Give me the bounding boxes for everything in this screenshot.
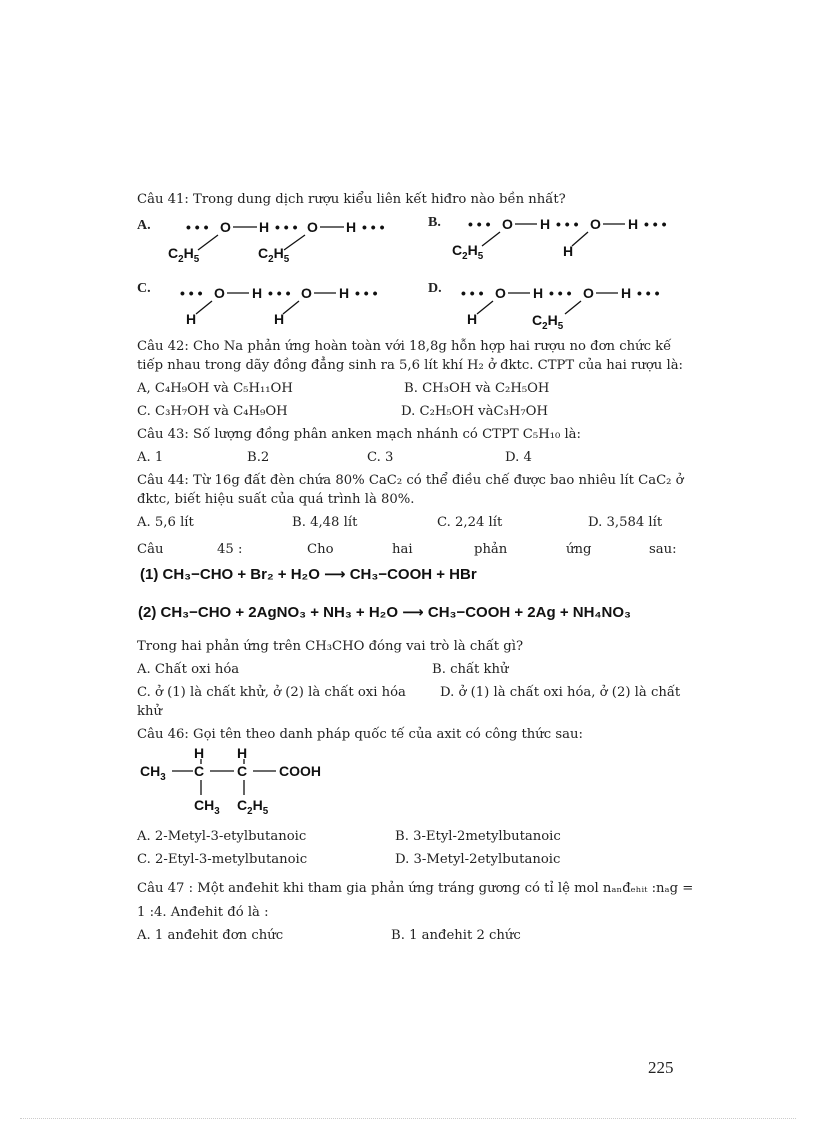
svg-text:• • •: • • •	[362, 219, 385, 235]
q45-stem-word-6: ứng	[566, 542, 592, 557]
svg-text:O: O	[301, 285, 312, 301]
svg-text:O: O	[590, 216, 601, 232]
svg-text:H: H	[628, 216, 639, 232]
q46-option-d: D. 3-Metyl-2etylbutanoic	[395, 852, 561, 867]
svg-text:• • •: • • •	[186, 219, 209, 235]
q42-option-a: A, C₄H₉OH và C₅H₁₁OH	[137, 381, 293, 396]
page-bottom-divider	[20, 1118, 796, 1119]
q46-c2h5-branch: $C_2H_5$	[237, 797, 269, 817]
svg-text:• • •: • • •	[637, 285, 660, 301]
q42-stem-line1: Câu 42: Cho Na phản ứng hoàn toàn với 18,8g hỗn hợp hai rượu no đơn chức kế	[137, 339, 672, 354]
q44-option-c: C. 2,24 lít	[437, 515, 503, 530]
svg-text:H: H	[339, 285, 350, 301]
q41-a-substituent-2: $C_2H_5$	[258, 245, 290, 265]
q44-option-a: A. 5,6 lít	[137, 515, 194, 530]
svg-text:H: H	[252, 285, 263, 301]
q43-stem: Câu 43: Số lượng đồng phân anken mạch nhánh có CTPT C₅H₁₀ là:	[137, 427, 581, 442]
svg-text:O: O	[214, 285, 225, 301]
svg-text:O: O	[502, 216, 513, 232]
svg-text:H: H	[621, 285, 632, 301]
q46-cooh-group: COOH	[279, 763, 321, 779]
q45-option-a: A. Chất oxi hóa	[137, 662, 240, 677]
q43-option-d: D. 4	[505, 450, 532, 465]
svg-text:H: H	[467, 311, 478, 327]
svg-text:• • •: • • •	[275, 219, 298, 235]
svg-text:H: H	[540, 216, 551, 232]
q45-option-c: C. ở (1) là chất khử, ở (2) là chất oxi hóa	[137, 685, 406, 700]
q45-stem-word-5: phản	[474, 542, 508, 557]
svg-text:O: O	[307, 219, 318, 235]
q45-option-d-line2: khử	[137, 704, 162, 719]
q45-stem-word-3: Cho	[307, 542, 334, 557]
q43-option-a: A. 1	[137, 450, 164, 465]
q45-option-b: B. chất khử	[432, 662, 509, 677]
q45-stem-word-2: 45 :	[217, 542, 243, 557]
svg-text:O: O	[220, 219, 231, 235]
q43-option-c: C. 3	[367, 450, 394, 465]
q45-stem-word-4: hai	[392, 542, 413, 557]
svg-text:• • •: • • •	[355, 285, 378, 301]
page-number: 225	[648, 1058, 674, 1077]
svg-text:H: H	[563, 243, 574, 259]
q45-stem-word-1: Câu	[137, 542, 164, 557]
q41-option-b-label: B.	[428, 215, 441, 230]
q46-h-atom-2: H	[237, 745, 248, 761]
q44-option-b: B. 4,48 lít	[292, 515, 358, 530]
q41-option-a-label: A.	[137, 218, 151, 233]
q47-stem-line1: Câu 47 : Một anđehit khi tham gia phản ứng tráng gương có tỉ lệ mol nₐₙđₑₕᵢₜ :nₐg =	[137, 881, 694, 896]
svg-text:• • •: • • •	[468, 216, 491, 232]
q42-stem-line2: tiếp nhau trong dãy đồng đẳng sinh ra 5,6 lít khí H₂ ở đktc. CTPT của hai rượu là:	[137, 358, 683, 373]
q47-option-a: A. 1 anđehit đơn chức	[137, 928, 284, 943]
q46-option-c: C. 2-Etyl-3-metylbutanoic	[137, 852, 308, 867]
svg-text:• • •: • • •	[556, 216, 579, 232]
q46-ch3-main: $CH_3$	[140, 763, 166, 783]
q41-a-substituent-1: $C_2H_5$	[168, 245, 200, 265]
q44-option-d: D. 3,584 lít	[588, 515, 663, 530]
q47-option-b: B. 1 anđehit 2 chức	[391, 928, 521, 943]
svg-text:H: H	[533, 285, 544, 301]
q42-option-b: B. CH₃OH và C₂H₅OH	[404, 381, 550, 396]
svg-text:H: H	[274, 311, 285, 327]
q43-option-b: B.2	[247, 450, 270, 465]
q41-option-c-label: C.	[137, 281, 151, 296]
q46-option-a: A. 2-Metyl-3-etylbutanoic	[137, 829, 307, 844]
q47-stem-line2: 1 :4. Anđehit đó là :	[137, 905, 269, 920]
svg-text:• • •: • • •	[461, 285, 484, 301]
q46-stem: Câu 46: Gọi tên theo danh pháp quốc tế của axit có công thức sau:	[137, 727, 583, 742]
svg-text:H: H	[346, 219, 357, 235]
q45-reaction-2: (2) CH₃−CHO + 2AgNO₃ + NH₃ + H₂O ⟶ CH₃−COOH + 2Ag + NH₄NO₃	[138, 604, 631, 621]
q46-h-atom-1: H	[194, 745, 205, 761]
q42-option-c: C. C₃H₇OH và C₄H₉OH	[137, 404, 288, 419]
q44-stem-line1: Câu 44: Từ 16g đất đèn chứa 80% CaC₂ có thể điều chế được bao nhiêu lít CaC₂ ở	[137, 473, 684, 488]
q45-reaction-1: (1) CH₃−CHO + Br₂ + H₂O ⟶ CH₃−COOH + HBr	[140, 566, 477, 583]
q41-b-substituent-1: $C_2H_5$	[452, 242, 484, 262]
q41-option-d-label: D.	[428, 281, 442, 296]
svg-text:O: O	[583, 285, 594, 301]
q42-option-d: D. C₂H₅OH vàC₃H₇OH	[401, 404, 548, 419]
q41-stem: Câu 41: Trong dung dịch rượu kiểu liên kết hiđro nào bền nhất?	[137, 192, 566, 207]
q46-ch3-branch: $CH_3$	[194, 797, 220, 817]
q45-option-d-line1: D. ở (1) là chất oxi hóa, ở (2) là chất	[440, 685, 681, 700]
svg-text:H: H	[259, 219, 270, 235]
svg-text:O: O	[495, 285, 506, 301]
svg-text:• • •: • • •	[644, 216, 667, 232]
q46-c-atom-2: C	[237, 763, 248, 779]
svg-text:• • •: • • •	[180, 285, 203, 301]
svg-text:• • •: • • •	[268, 285, 291, 301]
q46-c-atom-1: C	[194, 763, 205, 779]
q46-option-b: B. 3-Etyl-2metylbutanoic	[395, 829, 561, 844]
q45-question: Trong hai phản ứng trên CH₃CHO đóng vai trò là chất gì?	[137, 639, 524, 654]
q44-stem-line2: đktc, biết hiệu suất của quá trình là 80%.	[137, 492, 415, 507]
svg-text:• • •: • • •	[549, 285, 572, 301]
q41-d-substituent-2: $C_2H_5$	[532, 312, 564, 332]
q45-stem-word-7: sau:	[649, 542, 677, 557]
svg-text:H: H	[186, 311, 197, 327]
